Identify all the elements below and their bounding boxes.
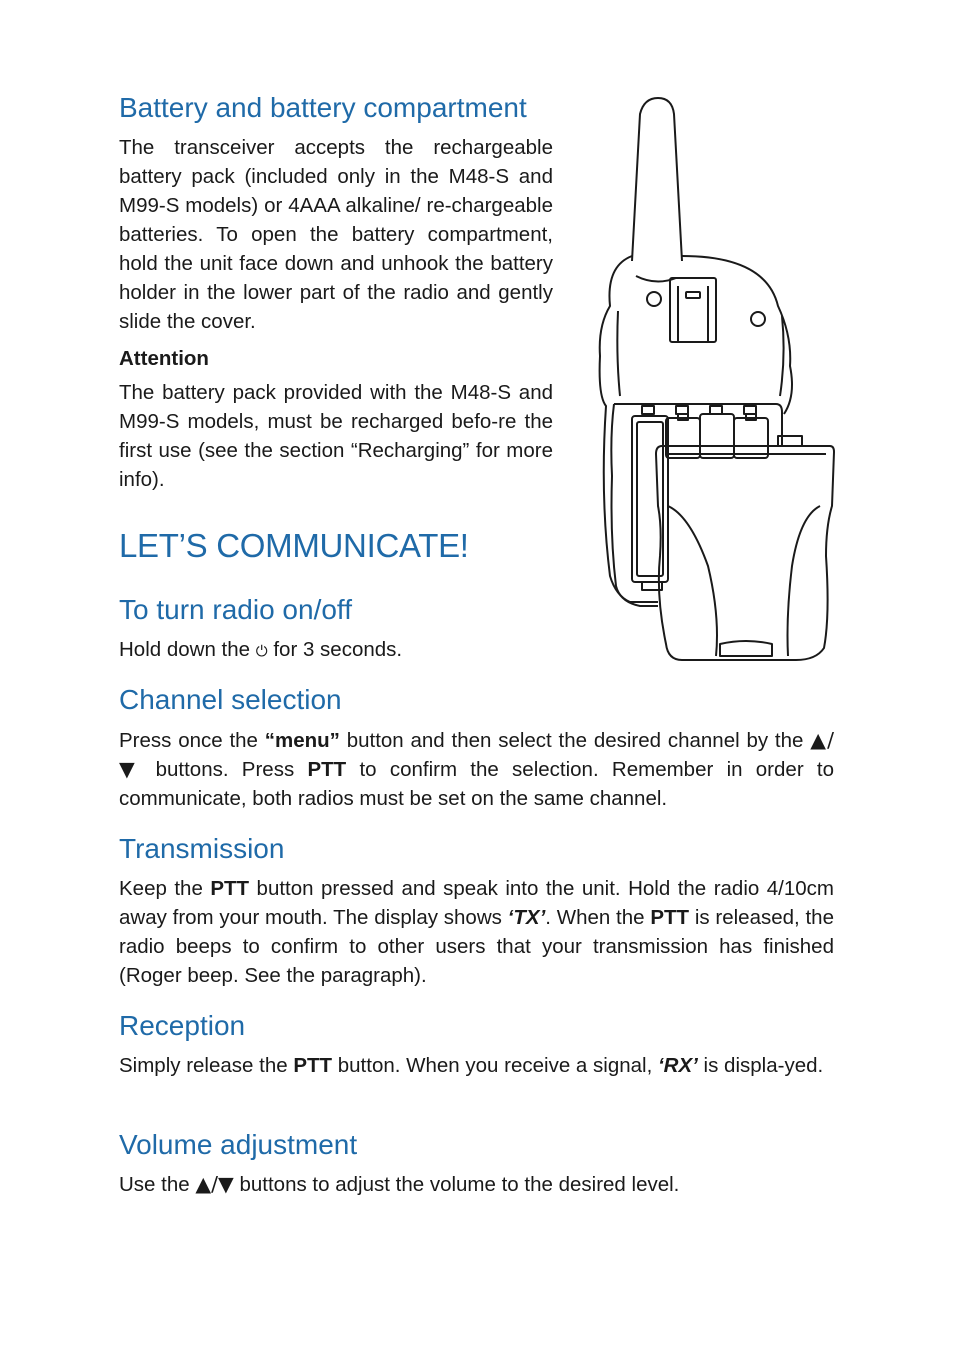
volume-heading: Volume adjustment bbox=[119, 1129, 358, 1160]
transmission-body bbox=[119, 874, 834, 990]
tx-indicator: ‘TX’ bbox=[507, 906, 546, 929]
channel-text-3: buttons. Press bbox=[142, 758, 308, 781]
channel-text-2: button and then select the desired channel by the bbox=[339, 729, 811, 752]
power-icon: ⏻ bbox=[255, 642, 268, 660]
turn-on-text-before: Hold down the bbox=[119, 638, 251, 661]
radio-battery-compartment-illustration bbox=[596, 96, 836, 664]
channel-body bbox=[119, 726, 834, 813]
rx-indicator: ‘RX’ bbox=[657, 1054, 698, 1077]
up-down-arrows-icon: ▲/▼ bbox=[119, 728, 834, 781]
channel-text-1: Press once the bbox=[119, 729, 265, 752]
transmission-text-2: button pressed and speak into the unit. Hold the radio 4/10cm away from your mouth. The display shows bbox=[119, 877, 834, 929]
attention-body: The battery pack provided with the M48-S and M99-S models, must be recharged befo-re the first use (see the section “Recharging” for more info). bbox=[119, 381, 553, 491]
reception-text-1: Simply release the bbox=[119, 1054, 294, 1077]
menu-keyword: “menu” bbox=[264, 729, 340, 752]
ptt-keyword: PTT bbox=[650, 906, 690, 929]
ptt-keyword: PTT bbox=[293, 1054, 333, 1077]
up-down-arrows-icon: ▲/▼ bbox=[195, 1172, 234, 1196]
volume-text-1: Use the bbox=[119, 1173, 196, 1196]
turn-on-body bbox=[119, 635, 402, 666]
volume-body bbox=[119, 1170, 679, 1199]
volume-text-2: buttons to adjust the volume to the desired level. bbox=[233, 1173, 680, 1196]
ptt-keyword: PTT bbox=[307, 758, 347, 781]
transmission-heading: Transmission bbox=[119, 833, 285, 864]
turn-on-text-after: for 3 seconds. bbox=[273, 638, 403, 661]
attention-label: Attention bbox=[119, 347, 209, 370]
channel-text-4: to confirm the selection. Remember in order to communicate, both radios must be set on the same channel. bbox=[119, 758, 835, 810]
reception-text-2: button. When you receive a signal, bbox=[332, 1054, 658, 1077]
reception-text-3: is displa-yed. bbox=[697, 1054, 824, 1077]
turn-on-heading: To turn radio on/off bbox=[119, 594, 352, 625]
transmission-text-1: Keep the bbox=[119, 877, 211, 900]
battery-heading: Battery and battery compartment bbox=[119, 92, 527, 123]
reception-heading: Reception bbox=[119, 1010, 246, 1041]
transmission-text-3: . When the bbox=[545, 906, 651, 929]
transmission-text-4: is released, the radio beeps to confirm to other users that your transmission has finished (Roger beep. See the paragraph). bbox=[119, 906, 834, 987]
reception-body bbox=[119, 1051, 834, 1080]
channel-heading: Channel selection bbox=[119, 684, 342, 715]
communicate-title: LET’S COMMUNICATE! bbox=[119, 527, 469, 564]
battery-body: The transceiver accepts the rechargeable battery pack (included only in the M48-S and M99-S models) or 4AAA alkaline/ re-chargeable batteries. To open the battery compartment, hold the unit face down and unhook the battery holder in the lower part of the radio and gently slide the cover. bbox=[119, 136, 553, 333]
ptt-keyword: PTT bbox=[210, 877, 250, 900]
